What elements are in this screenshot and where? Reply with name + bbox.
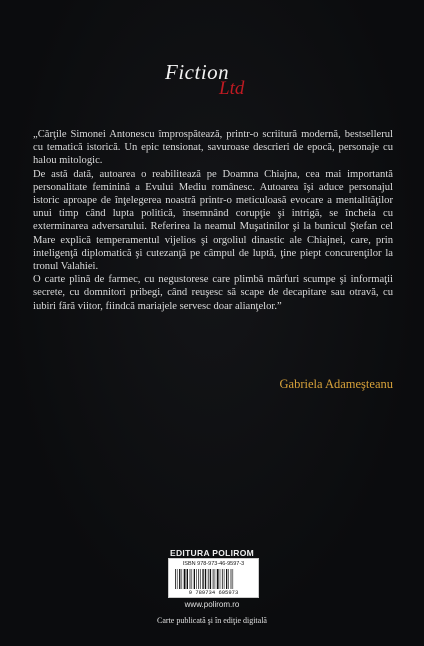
logo-fiction-text: Fiction <box>165 60 230 84</box>
isbn-barcode <box>168 558 259 598</box>
fiction-ltd-logo <box>155 60 275 105</box>
barcode-bars <box>175 569 252 589</box>
logo-ltd-text: Ltd <box>219 78 245 99</box>
blurb-paragraph-2: De astă dată, autoarea o reabilitează pe Doamna Chiajna, cea mai importantă personalitate feminină a Evului Mediu românesc. Autoarea îşi aduce personajul istoric aproape de înţelegerea noastră printr-o meticuloasă evocare a mentalităţilor unui timp când lupta politică, însemnând corupţie şi intrigă, se încheia cu exterminarea adversarului. Referirea la neamul Muşatinilor şi la bunicul Ştefan cel Mare explică temperamentul vijelios şi orgoliul dinastic ale Chiajnei, care, prin inteligenţă diplomatică şi cutezanţă pe câmpul de luptă, ţine piept concurenţilor la tronul Valahiei. <box>33 168 393 273</box>
isbn-text: ISBN 978-973-46-9597-3 <box>182 561 245 567</box>
blurb-author: Gabriela Adameşteanu <box>279 377 393 391</box>
publisher-name: EDITURA POLIROM <box>170 548 254 558</box>
publisher-website[interactable]: www.polirom.ro <box>184 600 240 609</box>
barcode-digits: 9 789734 695973 <box>188 589 239 596</box>
blurb-paragraph-1: „Cărţile Simonei Antonescu împrospătează, printr-o scriitură modernă, bestsellerul cu tematică istorică. Un epic tensionat, savuroase descrieri de epocă, personaje cu halou mitologic. <box>33 129 393 167</box>
blurb-text <box>33 128 393 313</box>
digital-edition-note: Carte publicată şi în ediţie digitală <box>157 616 267 625</box>
blurb-paragraph-3: O carte plină de farmec, cu negustorese care plimbă mărfuri scumpe şi informaţii secrete, cu domnitori pribegi, când reuşesc să scape de decapitare sau otravă, cu iubiri fără viitor, fiindcă mariajele servesc doar alianţelor.” <box>33 274 393 312</box>
